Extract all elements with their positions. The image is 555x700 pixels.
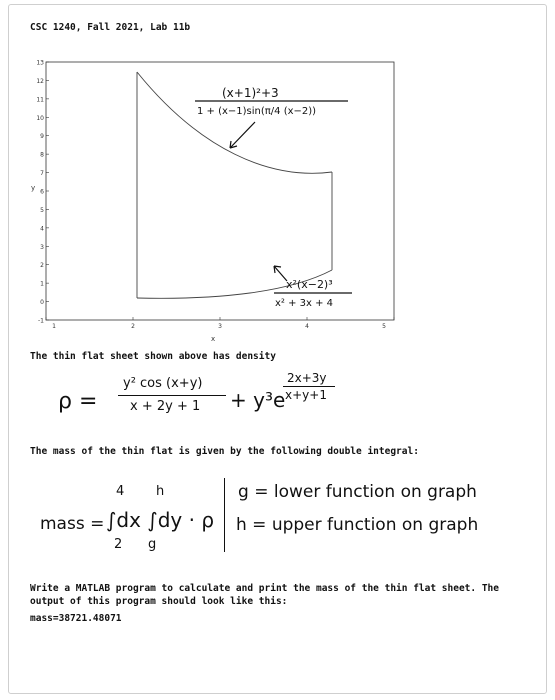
density-exp-numerator: 2x+3y	[287, 371, 327, 385]
g-definition: g = lower function on graph	[238, 482, 477, 502]
density-intro: The thin flat sheet shown above has density	[30, 351, 276, 362]
x-tick-label: 5	[382, 323, 386, 330]
y-tick-label: 3	[40, 243, 44, 251]
task-text: Write a MATLAB program to calculate and print the mass of the thin flat sheet. The output of this program should look like this:	[30, 583, 499, 607]
upper-annotation-arrow	[230, 122, 255, 148]
density-frac-numerator: y² cos (x+y)	[123, 376, 203, 391]
y-tick-label: 2	[40, 262, 44, 270]
outer-lower-limit: 2	[114, 537, 123, 552]
density-plus-term: + y³e	[230, 388, 286, 412]
y-tick-label: 6	[40, 188, 44, 196]
y-tick-label: -1	[38, 317, 44, 325]
h-definition: h = upper function on graph	[236, 515, 479, 535]
y-tick-label: 5	[40, 206, 44, 214]
y-tick-label: 10	[36, 114, 44, 122]
inner-upper-limit: h	[156, 484, 165, 499]
mass-lhs: mass =	[40, 514, 105, 534]
y-tick-label: 7	[40, 170, 44, 178]
mass-intro: The mass of the thin flat is given by the following double integral:	[30, 446, 419, 457]
region-figure	[0, 0, 555, 345]
program-output: mass=38721.48071	[30, 613, 122, 624]
density-frac-bar	[118, 395, 226, 396]
x-axis-label: x	[211, 335, 216, 343]
y-tick-label: 13	[36, 59, 44, 67]
density-exp-bar	[283, 386, 335, 387]
inner-lower-limit: g	[148, 537, 157, 552]
lower-expr-numerator: x²(x−2)³	[286, 278, 333, 291]
y-tick-label: 9	[40, 133, 44, 141]
x-tick-label: 2	[131, 323, 135, 330]
density-frac-denominator: x + 2y + 1	[130, 399, 201, 414]
y-tick-label: 0	[40, 299, 44, 307]
y-ticks	[36, 60, 49, 325]
x-ticks	[46, 317, 394, 330]
outer-upper-limit: 4	[116, 484, 125, 499]
x-tick-label: 3	[218, 323, 222, 330]
y-tick-label: 1	[40, 280, 44, 288]
y-axis-label: y	[31, 184, 36, 192]
mass-formula	[0, 470, 555, 560]
upper-expr-denominator: 1 + (x−1)sin(π/4 (x−2))	[197, 106, 317, 117]
y-tick-label: 12	[36, 77, 44, 85]
page-header: CSC 1240, Fall 2021, Lab 11b	[30, 22, 191, 33]
mass-integral-body: ∫dx ∫dy · ρ	[106, 508, 215, 532]
density-exp-denominator: x+y+1	[285, 388, 327, 402]
rho-equals: ρ =	[58, 389, 98, 414]
y-tick-label: 11	[36, 96, 44, 104]
x-tick-label: 4	[305, 323, 309, 330]
y-tick-label: 4	[40, 225, 44, 233]
upper-expr-numerator: (x+1)²+3	[222, 86, 279, 100]
y-tick-label: 8	[40, 151, 44, 159]
definition-divider	[224, 478, 225, 552]
lower-expr-denominator: x² + 3x + 4	[275, 298, 334, 309]
density-formula	[0, 368, 555, 428]
x-tick-label: 1	[52, 323, 56, 330]
